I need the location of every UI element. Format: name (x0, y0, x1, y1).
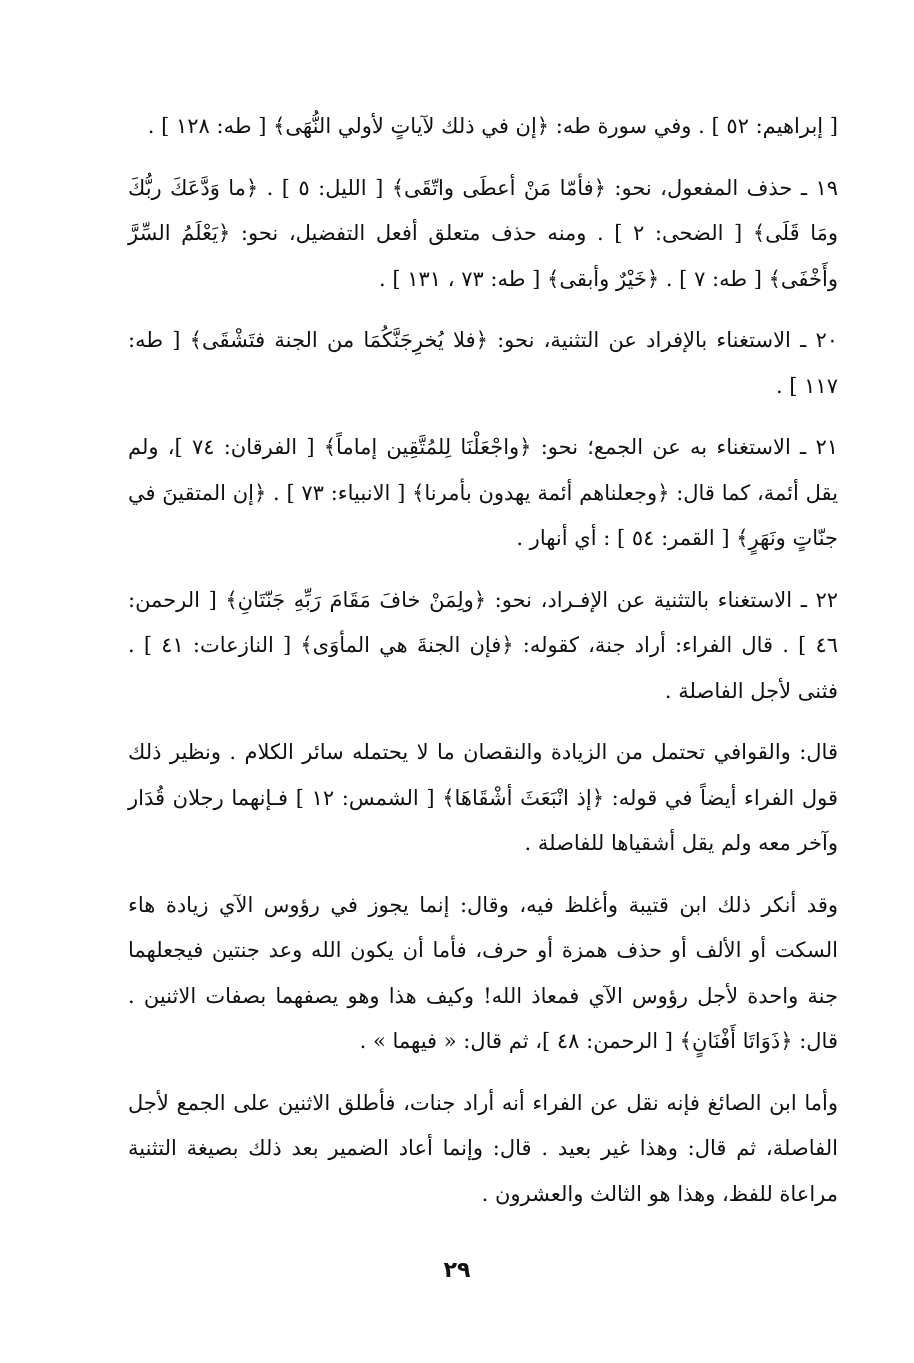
paragraph-8: وأما ابن الصائغ فإنه نقل عن الفراء أنه أراد جنات، فأطلق الاثنين على الجمع لأجل الفاصلة، ثم قال: وهذا غير بعيد . قال: وإنما أعاد الضمير بعد ذلك بصيغة التثنية مراعاة للفظ، وهذا هو الثالث والعشرون . (128, 1090, 838, 1206)
paragraph-7: وقد أنكر ذلك ابن قتيبة وأغلظ فيه، وقال: إنما يجوز في رؤوس الآي زيادة هاء السكت أو الألف أو حذف همزة أو حرف، فأما أن يكون الله وعد جنتين فيجعلهما جنة واحدة لأجل رؤوس الآي فمعاذ الله! وكيف هذا وهو يصفهما بصفات الاثنين . قال: ﴿ذَوَاتَا أَفْنَانٍ﴾ [ الرحمن: ٤٨ ]، ثم قال: « فيهما » . (128, 892, 838, 1053)
paragraph-3: ٢٠ ـ الاستغناء بالإفراد عن التثنية، نحو: ﴿فلا يُخرِجَنَّكُمَا من الجنة فتَشْقَى﴾ [ طه: ١١٧ ] . (128, 328, 838, 398)
paragraph-4: ٢١ ـ الاستغناء به عن الجمع؛ نحو: ﴿واجْعَلْنَا لِلمُتَّقِين إماماً﴾ [ الفرقان: ٧٤ ]، ولم يقل أئمة، كما قال: ﴿وجعلناهم أئمة يهدون بأمرنا﴾ [ الانبياء: ٧٣ ] . ﴿إن المتقينَ في جنّاتٍ ونَهَرٍ﴾ [ القمر: ٥٤ ] : أي أنهار . (128, 435, 838, 550)
paragraph-1: [ إبراهيم: ٥٢ ] . وفي سورة طه: ﴿إن في ذلك لآياتٍ لأولي النُّهَى﴾ [ طه: ١٢٨ ] . (147, 114, 838, 138)
page-number: ٢٩ (443, 1258, 471, 1283)
paragraph-2: ١٩ ـ حذف المفعول، نحو: ﴿فأمّا مَنْ أعطَى واتّقَى﴾ [ الليل: ٥ ] . ﴿ما وَدَّعَكَ ربُّكَ ومَا قَلَى﴾ [ الضحى: ٢ ] . ومنه حذف متعلق أفعل التفضيل، نحو: ﴿يَعْلَمُ السِّرَّ وأَخْفَى﴾ [ طه: ٧ ] . ﴿خَيْرٌ وأبقى﴾ [ طه: ٧٣ ، ١٣١ ] . (128, 175, 838, 291)
paragraph-5: ٢٢ ـ الاستغناء بالتثنية عن الإفـراد، نحو: ﴿ولِمَنْ خافَ مَقَامَ رَبِّهِ جَنّتَانِ﴾ [ الرحمن: ٤٦ ] . قال الفراء: أراد جنة، كقوله: ﴿فإن الجنةَ هي المأوَى﴾ [ النازعات: ٤١ ] . فثنى لأجل الفاصلة . (128, 587, 838, 703)
body-text (128, 104, 838, 1233)
paragraph-6: قال: والقوافي تحتمل من الزيادة والنقصان ما لا يحتمله سائر الكلام . ونظير ذلك قول الفراء أيضاً في قوله: ﴿إذ انْبَعَثَ أشْقَاهَا﴾ [ الشمس: ١٢ ] فـإنهما رجلان قُدَار وآخر معه ولم يقل أشقياها للفاصلة . (128, 740, 838, 855)
